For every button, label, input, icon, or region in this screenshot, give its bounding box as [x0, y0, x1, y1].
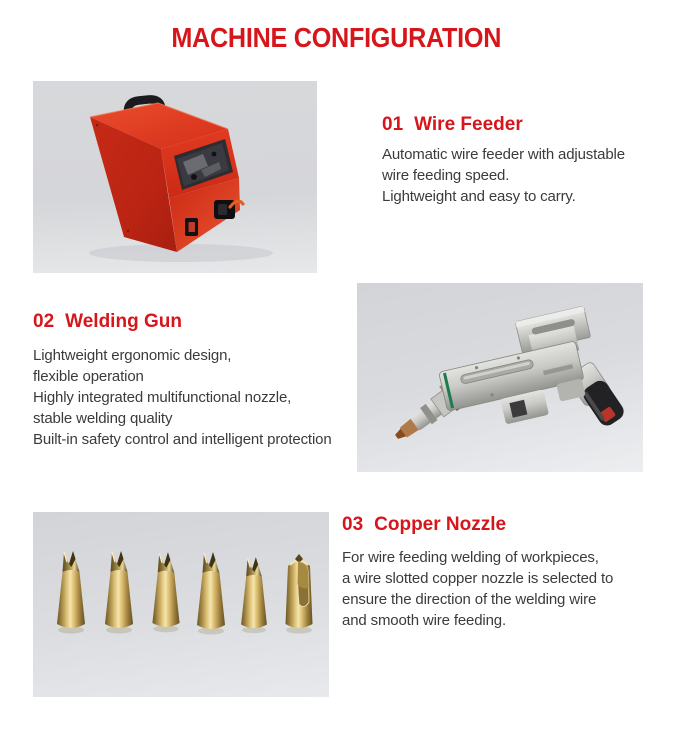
- section-body-line: Lightweight ergonomic design,: [33, 347, 232, 364]
- section-wire-feeder: [382, 114, 625, 207]
- section-body-line: Highly integrated multifunctional nozzle,: [33, 389, 292, 406]
- page-title: [0, 22, 673, 54]
- page-title-text: MACHINE CONFIGURATION: [171, 22, 502, 53]
- section-number: 02: [33, 311, 55, 332]
- machine-switch: [185, 218, 198, 236]
- section-copper-nozzle: [342, 514, 613, 631]
- wire-feeder-photo: [33, 81, 317, 273]
- section-body-line: and smooth wire feeding.: [342, 612, 507, 629]
- section-body-line: ensure the direction of the welding wire: [342, 591, 597, 608]
- section-heading: [33, 311, 332, 333]
- section-body-line: stable welding quality: [33, 410, 173, 427]
- section-heading: [342, 514, 613, 536]
- section-body: [33, 345, 332, 450]
- section-body-line: For wire feeding welding of workpieces,: [342, 549, 599, 566]
- copper-nozzles-photo: [33, 512, 329, 697]
- section-body-line: wire feeding speed.: [382, 167, 510, 184]
- section-name: Copper Nozzle: [374, 514, 507, 535]
- welding-gun-photo: [357, 283, 643, 472]
- section-body-line: Automatic wire feeder with adjustable: [382, 146, 625, 163]
- section-body: [342, 547, 613, 631]
- section-welding-gun: [33, 311, 332, 450]
- section-body-line: flexible operation: [33, 368, 144, 385]
- section-name: Welding Gun: [65, 311, 182, 332]
- gun-body: [431, 306, 605, 437]
- section-body: [382, 144, 625, 207]
- section-number: 03: [342, 514, 364, 535]
- section-body-line: a wire slotted copper nozzle is selected to: [342, 570, 614, 587]
- section-body-line: Lightweight and easy to carry.: [382, 188, 576, 205]
- section-name: Wire Feeder: [414, 114, 523, 135]
- copper-nozzles-illustration: [33, 512, 329, 697]
- section-body-line: Built-in safety control and intelligent protection: [33, 431, 332, 448]
- section-heading: [382, 114, 625, 136]
- welding-gun-illustration: [357, 283, 643, 472]
- section-number: 01: [382, 114, 404, 135]
- wire-feeder-illustration: [33, 81, 317, 273]
